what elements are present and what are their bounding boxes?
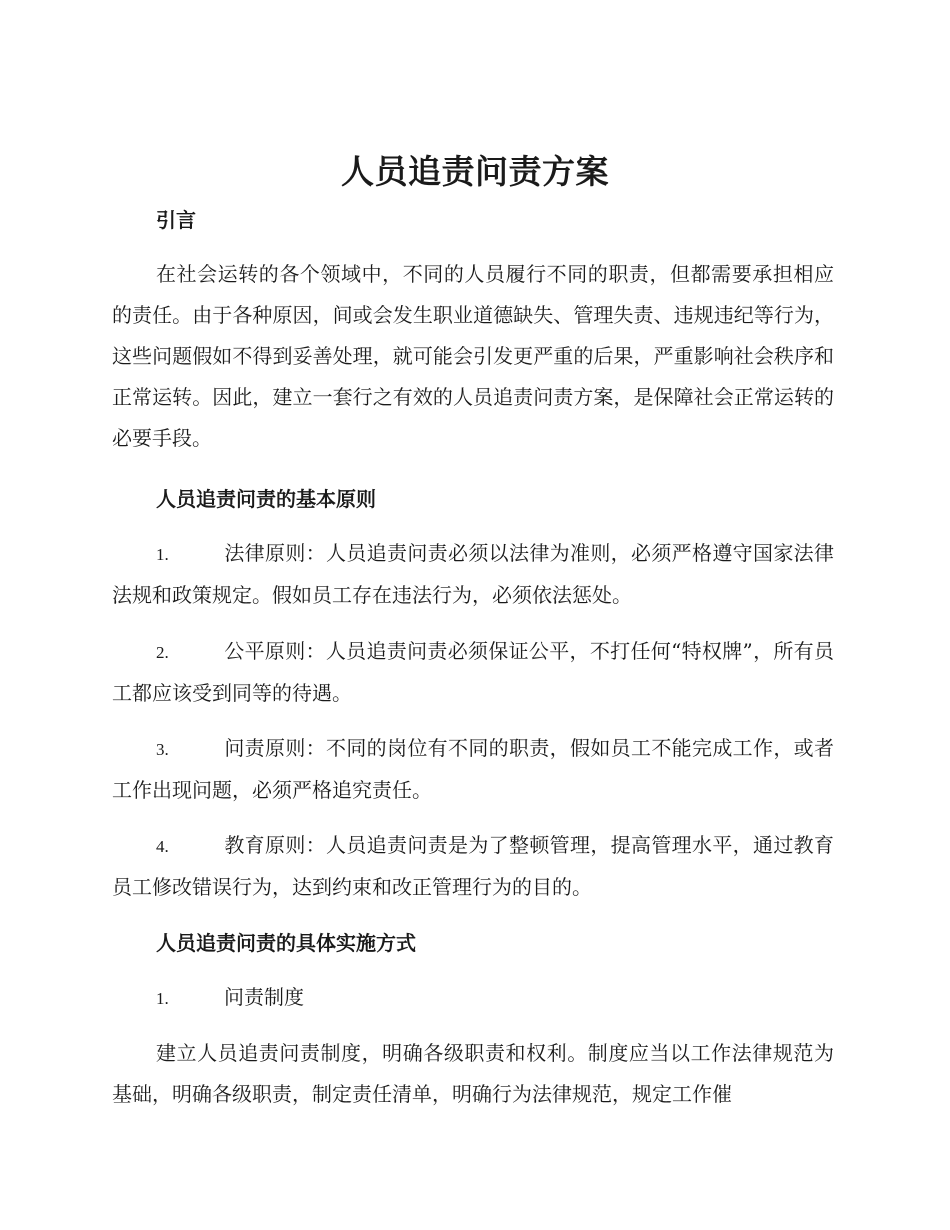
principle-text: 公平原则：人员追责问责必须保证公平，不打任何“特权牌”，所有员工都应该受到同等的待遇。 <box>112 639 834 705</box>
implementation-text: 问责制度 <box>224 985 304 1009</box>
principle-item-3 <box>112 728 834 811</box>
principle-item-1 <box>112 533 834 616</box>
list-number: 1. <box>156 989 169 1008</box>
principle-text: 问责原则：不同的岗位有不同的职责，假如员工不能完成工作，或者工作出现问题，必须严格追究责任。 <box>112 736 834 802</box>
principle-text: 法律原则：人员追责问责必须以法律为准则，必须严格遵守国家法律法规和政策规定。假如员工存在违法行为，必须依法惩处。 <box>112 541 834 607</box>
principle-item-4 <box>112 825 834 908</box>
section-heading-principles: 人员追责问责的基本原则 <box>156 487 376 511</box>
list-number: 4. <box>156 837 169 856</box>
list-number: 1. <box>156 545 169 564</box>
intro-paragraph: 在社会运转的各个领域中，不同的人员履行不同的职责，但都需要承担相应的责任。由于各种原因，间或会发生职业道德缺失、管理失责、违规违纪等行为，这些问题假如不得到妥善处理，就可能会引发更严重的后果，严重影响社会秩序和正常运转。因此，建立一套行之有效的人员追责问责方案，是保障社会正常运转的必要手段。 <box>112 262 834 450</box>
document-title: 人员追责问责方案 <box>341 152 609 191</box>
section-heading-intro: 引言 <box>156 208 196 232</box>
implementation-item-1 <box>112 977 834 1019</box>
list-number: 3. <box>156 740 169 759</box>
list-number: 2. <box>156 643 169 662</box>
principle-text: 教育原则：人员追责问责是为了整顿管理，提高管理水平，通过教育员工修改错误行为，达到约束和改正管理行为的目的。 <box>112 833 834 899</box>
implementation-paragraph: 建立人员追责问责制度，明确各级职责和权利。制度应当以工作法律规范为基础，明确各级职责，制定责任清单，明确行为法律规范，规定工作催 <box>112 1041 834 1106</box>
principle-item-2 <box>112 631 834 714</box>
section-heading-implementation: 人员追责问责的具体实施方式 <box>156 931 416 955</box>
